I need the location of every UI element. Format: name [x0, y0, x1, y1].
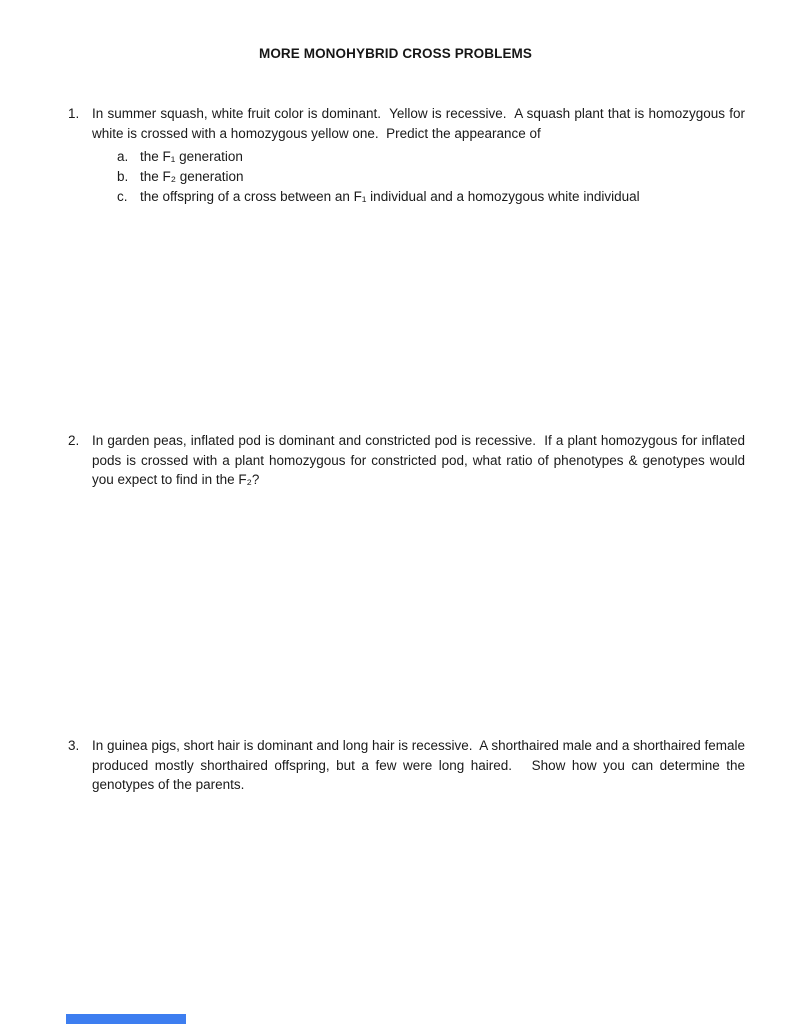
subitem-a-text: the F₁ generation [140, 149, 243, 164]
subitem-a-label: a. [117, 149, 129, 164]
problem-1-number: 1. [68, 106, 80, 121]
subitem-c [92, 187, 745, 207]
page-title: MORE MONOHYBRID CROSS PROBLEMS [258, 46, 532, 61]
subitem-c-text: the offspring of a cross between an F₁ individual and a homozygous white individual [140, 188, 640, 204]
footer-progress-bar [66, 1014, 186, 1024]
problem-3 [68, 736, 749, 795]
problem-1-text: In summer squash, white fruit color is dominant. Yellow is recessive. A squash plant that is homozygous for white is crossed with a homozygous yellow one. Predict the appearance of [92, 106, 749, 141]
subitem-a [92, 147, 745, 167]
problem-2-number: 2. [68, 433, 80, 448]
problem-3-number: 3. [68, 738, 80, 753]
problem-1-sublist [92, 147, 745, 206]
problem-2-text: In garden peas, inflated pod is dominant and constricted pod is recessive. If a plant homozygous for inflated pods is crossed with a plant homozygous for constricted pod, what ratio of phenotypes & genotypes would you expect to find in the F₂? [92, 433, 749, 487]
problem-2 [68, 431, 749, 490]
problem-1 [68, 104, 749, 206]
subitem-b-label: b. [117, 168, 129, 184]
subitem-c-label: c. [117, 188, 128, 204]
subitem-b [92, 167, 745, 187]
problem-3-text: In guinea pigs, short hair is dominant and long hair is recessive. A shorthaired male and a shorthaired female produced mostly shorthaired offspring, but a few were long haired. Show how you can determine the genotypes of the parents. [92, 738, 749, 792]
subitem-b-text: the F₂ generation [140, 168, 244, 184]
